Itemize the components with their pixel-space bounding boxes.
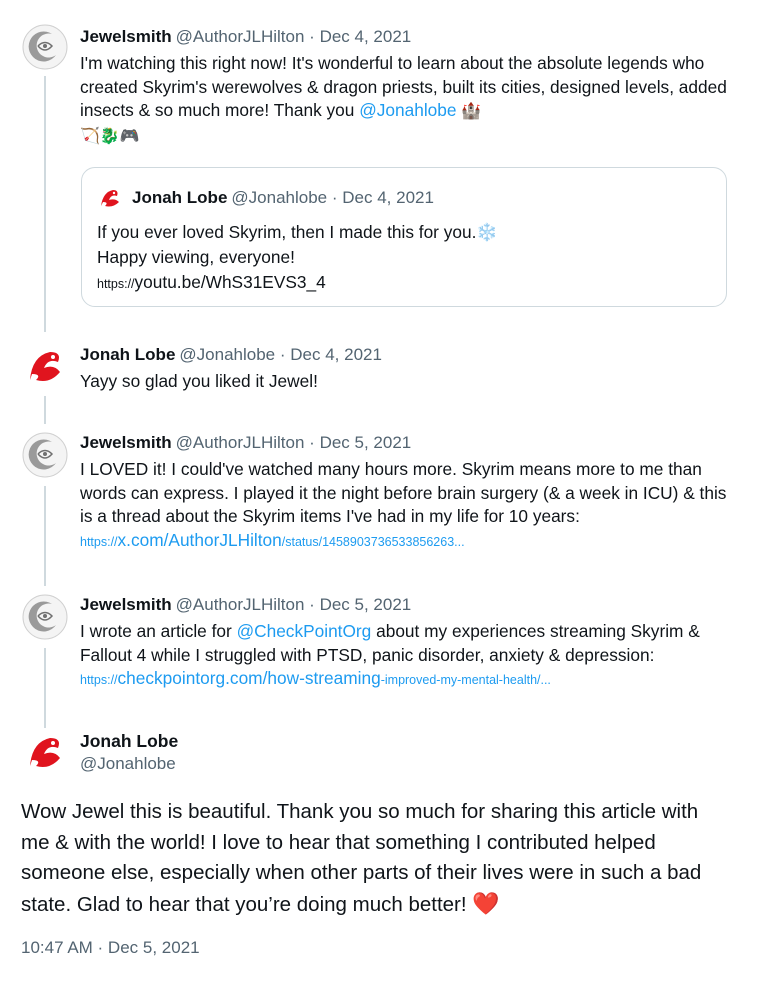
tweet-text	[80, 458, 734, 554]
thread-line	[44, 486, 46, 586]
separator: ·	[331, 188, 338, 207]
separator: ·	[309, 433, 315, 452]
author-name[interactable]: Jewelsmith	[80, 27, 172, 46]
tweet-date[interactable]: Dec 5, 2021	[319, 433, 412, 452]
heart-emoji: ❤️	[472, 890, 500, 916]
tweet-meta	[80, 432, 734, 454]
link-prefix: https://	[80, 673, 118, 687]
dragon-avatar-icon[interactable]	[22, 730, 68, 776]
author-name[interactable]: Jewelsmith	[80, 595, 172, 614]
tweet-date[interactable]: Dec 4, 2021	[290, 345, 382, 364]
castle-emoji: 🏰	[461, 103, 482, 120]
quoted-author-name: Jonah Lobe	[132, 188, 228, 207]
quoted-meta	[132, 188, 434, 208]
dragon-avatar-icon[interactable]	[22, 344, 68, 390]
dragon-avatar-icon	[97, 186, 123, 212]
thread-line	[44, 648, 46, 728]
tweet[interactable]	[80, 26, 734, 148]
link-prefix: https://	[80, 534, 118, 549]
author-handle[interactable]: @AuthorJLHilton	[175, 27, 305, 46]
main-tweet-text-content: Wow Jewel this is beautiful. Thank you so much for sharing this article with me & with the world! I love to hear that something I contributed helped someone else, especially when other parts of their lives were in such a bad state. Glad to hear that you’re doing much better!	[21, 800, 702, 916]
tweet-text-part: about my experiences streaming Skyrim & Fallout 4 while I struggled with PTSD, panic disorder, anxiety & depression:	[80, 621, 700, 665]
thread-line	[44, 396, 46, 424]
thread-link[interactable]	[80, 530, 465, 550]
separator: ·	[279, 345, 286, 364]
mention-link[interactable]: @CheckPointOrg	[236, 621, 372, 641]
author-name[interactable]: Jonah Lobe	[80, 345, 176, 364]
tweet[interactable]	[80, 432, 734, 554]
tweet-meta	[80, 594, 734, 616]
author-name[interactable]: Jonah Lobe	[80, 731, 179, 751]
tweet[interactable]	[80, 344, 734, 394]
snowflake-emoji: ❄️	[476, 222, 498, 242]
author-name[interactable]: Jewelsmith	[80, 433, 172, 452]
tweet-meta	[80, 344, 734, 366]
quoted-text	[97, 220, 498, 297]
quoted-author-handle: @Jonahlobe	[231, 188, 328, 207]
link-suffix: /status/1458903736533856263...	[281, 534, 465, 549]
moon-avatar-icon[interactable]	[22, 432, 68, 478]
tweet-text-content: I'm watching this right now! It's wonderful to learn about the absolute legends who created Skyrim's werewolves & dragon priests, built its cities, designed levels, added insects & so much more! Thank you	[80, 53, 727, 120]
tweet-text	[80, 52, 734, 148]
quoted-line-1: If you ever loved Skyrim, then I made this for you.	[97, 222, 477, 242]
tweet-timestamp[interactable]: 10:47 AM · Dec 5, 2021	[21, 938, 200, 957]
mention-link[interactable]: @Jonahlobe	[359, 100, 457, 120]
tweet-date[interactable]: Dec 5, 2021	[319, 595, 412, 614]
link-main: checkpointorg.com/how-streaming	[117, 668, 381, 688]
author-handle[interactable]: @Jonahlobe	[80, 754, 176, 773]
thread-line	[44, 76, 46, 332]
tweet-text-part: I wrote an article for	[80, 621, 237, 641]
quoted-line-2: Happy viewing, everyone!	[97, 247, 295, 267]
link-main: x.com/AuthorJLHilton	[117, 529, 282, 550]
link-suffix: -improved-my-mental-health/...	[380, 673, 551, 687]
tweet-text	[80, 620, 734, 693]
separator: ·	[309, 595, 315, 614]
emoji-row: 🏹🐉🎮	[80, 127, 140, 145]
author-handle[interactable]: @AuthorJLHilton	[175, 595, 305, 614]
quoted-url-prefix: https://	[97, 277, 135, 291]
tweet-date[interactable]: Dec 4, 2021	[319, 27, 412, 46]
moon-avatar-icon[interactable]	[22, 24, 68, 70]
author-handle[interactable]: @Jonahlobe	[179, 345, 276, 364]
tweet-text-content: I LOVED it! I could've watched many hours more. Skyrim means more to me than words can express. I played it the night before brain surgery (& a week in ICU) & this is a thread about the Skyrim items I've had in my life for 10 years:	[80, 459, 727, 526]
quoted-tweet-card[interactable]	[81, 167, 727, 307]
separator: ·	[309, 27, 315, 46]
quoted-date: Dec 4, 2021	[342, 188, 434, 207]
main-tweet-text	[21, 797, 731, 920]
moon-avatar-icon[interactable]	[22, 594, 68, 640]
tweet-text: Yayy so glad you liked it Jewel!	[80, 371, 318, 391]
quoted-url: youtu.be/WhS31EVS3_4	[134, 272, 326, 292]
tweet[interactable]	[80, 594, 734, 693]
article-link[interactable]	[80, 668, 551, 688]
tweet-meta	[80, 26, 734, 48]
author-handle[interactable]: @AuthorJLHilton	[175, 433, 305, 452]
main-tweet-author	[80, 731, 178, 774]
